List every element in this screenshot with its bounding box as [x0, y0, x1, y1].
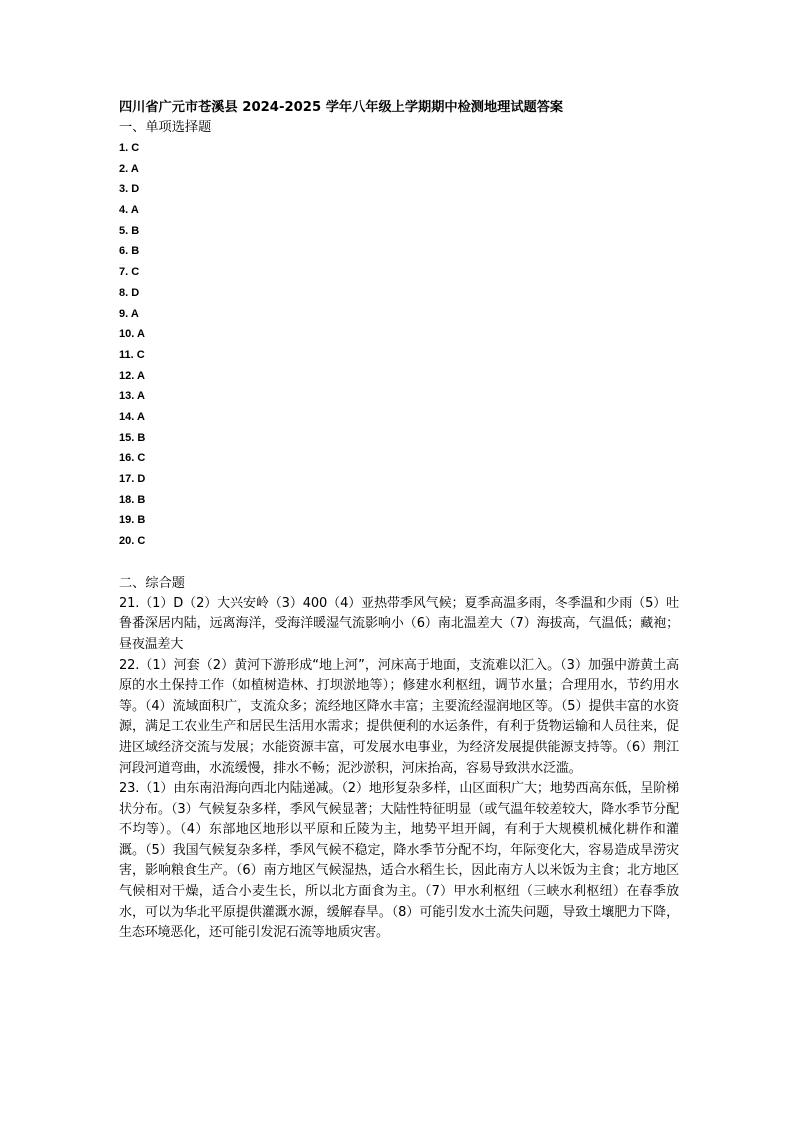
answer-item: 12. A [119, 369, 145, 382]
document-page [119, 98, 679, 944]
answer-item: 1. C [119, 142, 140, 154]
section-heading-comprehensive: 二、综合题 [119, 575, 185, 591]
answer-item: 17. D [119, 473, 146, 485]
answer-item: 11. C [119, 348, 145, 361]
answer-paragraph-21: 21.（1）D（2）大兴安岭（3）400（4）亚热带季风气候；夏季高温多雨，冬季温和少雨（5）吐鲁番深居内陆，远离海洋，受海洋暖湿气流影响小（6）南北温差大（7）海拔高，气温低；藏袍；昼夜温差大 [119, 595, 679, 652]
answer-item: 13. A [119, 390, 145, 403]
answer-item: 7. C [119, 266, 140, 279]
answer-item: 8. D [119, 286, 140, 299]
answer-paragraph-22: 22.（1）河套（2）黄河下游形成“地上河”，河床高于地面，支流难以汇入。（3）加强中游黄土高原的水土保持工作（如植树造林、打坝淤地等）；修建水利枢纽，调节水量；合理用水，节约用水等。（4）流域面积广，支流众多；流经地区降水丰富；主要流经湿润地区等。（5）提供丰富的水资源，满足工农业生产和居民生活用水需求；提供便利的水运条件，有利于货物运输和人员往来，促进区域经济交流与发展；水能资源丰富，可发展水电事业，为经济发展提供能源支持等。（6）荆江河段河道弯曲，水流缓慢，排水不畅；泥沙淤积，河床抬高，容易导致洪水泛滥。 [119, 657, 679, 776]
document-title: 四川省广元市苍溪县 2024-2025 学年八年级上学期期中检测地理试题答案 [119, 100, 564, 115]
answer-item: 18. B [119, 493, 146, 506]
answer-item: 15. B [119, 431, 146, 444]
answer-item: 16. C [119, 452, 146, 465]
answer-paragraph-23: 23.（1）由东南沿海向西北内陆递减。（2）地形复杂多样，山区面积广大；地势西高东低，呈阶梯状分布。（3）气候复杂多样，季风气候显著；大陆性特征明显（或气温年较差较大，降水季节分配不均等）。（4）东部地区地形以平原和丘陵为主，地势平坦开阔，有利于大规模机械化耕作和灌溉。（5）我国气候复杂多样，季风气候不稳定，降水季节分配不均，年际变化大，容易造成旱涝灾害，影响粮食生产。（6）南方地区气候湿热，适合水稻生长，因此南方人以米饭为主食；北方地区气候相对干燥，适合小麦生长，所以北方面食为主。（7）甲水利枢纽（三峡水利枢纽）在春季放水，可以为华北平原提供灌溉水源，缓解春旱。（8）可能引发水土流失问题，导致土壤肥力下降，生态环境恶化，还可能引发泥石流等地质灾害。 [119, 781, 679, 941]
answer-item: 10. A [119, 328, 145, 341]
answer-item: 19. B [119, 514, 146, 527]
answer-item: 9. A [119, 307, 139, 320]
answer-item: 5. B [119, 224, 140, 237]
section-heading-choice: 一、单项选择题 [119, 120, 212, 135]
section-spacer [119, 552, 679, 574]
answer-list [119, 138, 679, 552]
answer-item: 20. C [119, 535, 146, 548]
answer-item: 4. A [119, 204, 139, 217]
answer-item: 3. D [119, 183, 140, 196]
answer-item: 14. A [119, 410, 145, 423]
answer-item: 2. A [119, 162, 139, 175]
answer-item: 6. B [119, 245, 140, 258]
